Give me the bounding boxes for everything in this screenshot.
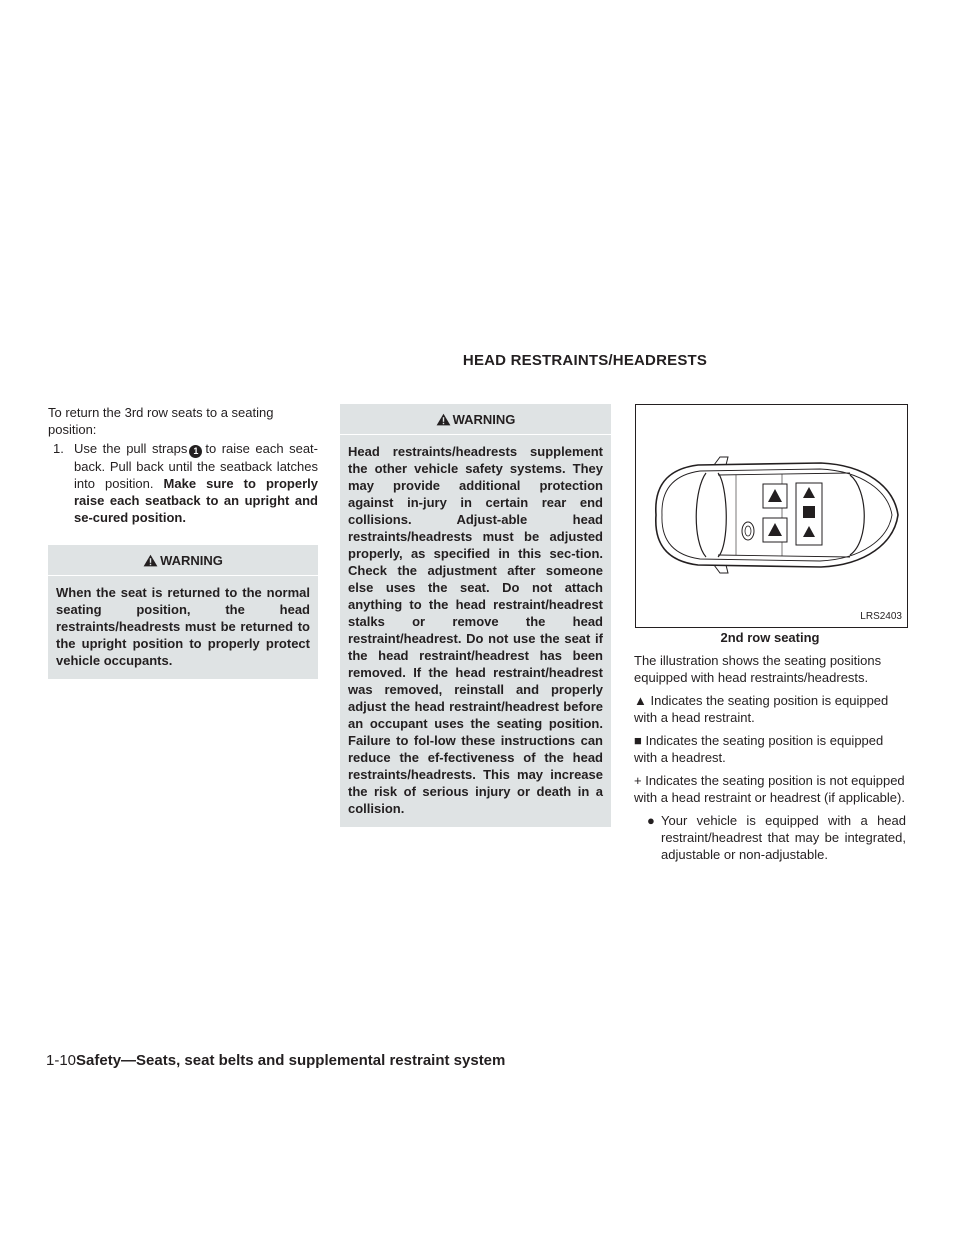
step-text-part1: Use the pull straps xyxy=(74,441,188,456)
warning-header xyxy=(340,404,611,435)
paragraph-4: + Indicates the seating position is not equipped with a head restraint or headrest (if applicable). xyxy=(634,773,905,805)
bullet-text: Your vehicle is equipped with a head restraint/headrest that may be integrated, adjustable or non-adjustable. xyxy=(661,813,906,862)
warning-box-1 xyxy=(48,545,318,679)
paragraph-3: ■ Indicates the seating position is equipped with a headrest. xyxy=(634,733,884,765)
step-text-part2: to raise each seat-back. Pull back until the seatback latches into position. xyxy=(74,441,318,491)
circled-number-icon: 1 xyxy=(189,445,202,458)
warning-title: WARNING xyxy=(452,412,516,427)
figure-code: LRS2403 xyxy=(860,611,902,622)
warning-header xyxy=(48,545,318,576)
paragraph-2: ▲ Indicates the seating position is equipped with a head restraint. xyxy=(634,693,889,725)
column-3 xyxy=(634,404,906,863)
page-number: 1-10 xyxy=(46,1052,77,1069)
figure-caption: 2nd row seating xyxy=(720,630,820,645)
seating-illustration xyxy=(635,404,908,628)
column-2 xyxy=(340,404,611,827)
warning-text: When the seat is returned to the normal seating position, the head restraints/headrests must be returned to the upright position to properly protect vehicle occupants. xyxy=(56,585,310,668)
chapter-title: Safety—Seats, seat belts and supplemental restraint system xyxy=(76,1052,506,1069)
bullet-item xyxy=(634,812,906,863)
step-bold-text: Make sure to properly raise each seatback to an upright and se-cured position. xyxy=(74,476,318,525)
page-footer xyxy=(46,1052,505,1069)
warning-box-2 xyxy=(340,404,611,827)
intro-text: To return the 3rd row seats to a seating position: xyxy=(48,405,274,437)
section-title: HEAD RESTRAINTS/HEADRESTS xyxy=(462,352,708,369)
column-1 xyxy=(48,404,318,679)
warning-title: WARNING xyxy=(160,553,223,568)
step-number: 1. xyxy=(53,441,64,456)
warning-text: Head restraints/headrests supplement the other vehicle safety systems. They may provide additional protection against in-jury in certain rear end collisions. Adjust-able head restraints/headrests must be adjusted properly, as specified in this sec-tion. Check the adjustment after someone else uses the seat. Do not attach anything to the head restraint/headrest stalks or remove the head restraint/headrest. Do not use the seat if the head restraint/headrest has been removed. If the head restraint/headrest was removed, reinstall and properly adjust the head restraint/headrest before an occupant uses the seating position. Failure to fol-low these instructions can reduce the ef-fectiveness of the head restraints/headrests. This may increase the risk of serious injury or death in a collision. xyxy=(348,444,603,816)
warning-icon xyxy=(436,413,451,426)
paragraph-1: The illustration shows the seating positions equipped with head restraints/headrests. xyxy=(634,653,882,685)
step-1 xyxy=(48,440,318,526)
warning-icon xyxy=(143,554,158,567)
bullet-icon: ● xyxy=(647,813,655,828)
vehicle-top-view-illustration xyxy=(636,405,907,627)
